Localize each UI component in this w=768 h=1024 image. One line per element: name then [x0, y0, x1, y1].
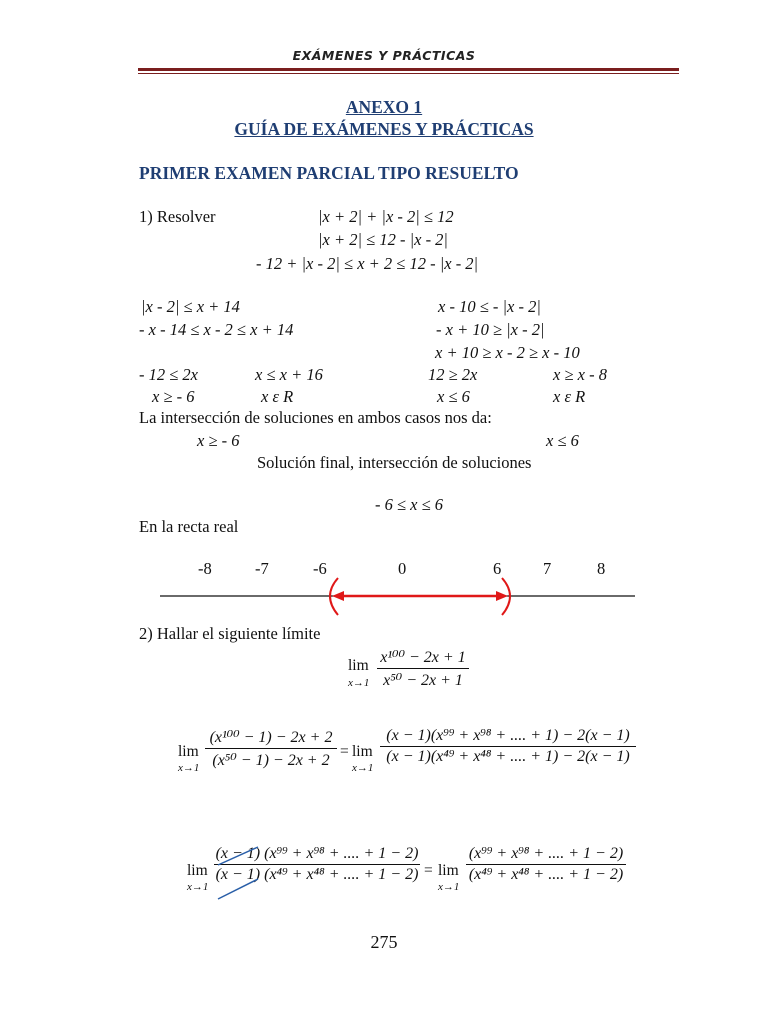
- remaining-factor: (x⁹⁹ + x⁹⁸ + .... + 1 − 2): [264, 845, 419, 862]
- tick-label: -6: [313, 559, 327, 578]
- left-case-line-3a: - 12 ≤ 2x: [139, 365, 198, 384]
- fraction-2: [380, 727, 636, 766]
- tick-label: 8: [597, 559, 606, 578]
- fraction-bar: [466, 864, 626, 865]
- right-case-line-4b: x ≥ x - 8: [553, 365, 607, 384]
- equation-3: - 12 + |x - 2| ≤ x + 2 ≤ 12 - |x - 2|: [256, 254, 479, 273]
- lim-operator: lim: [352, 743, 373, 760]
- fraction-0-denominator: x⁵⁰ − 2x + 1: [383, 672, 463, 689]
- fraction-2-denominator: (x − 1)(x⁴⁹ + x⁴⁸ + .... + 1) − 2(x − 1): [386, 748, 630, 765]
- result-left: x ≥ - 6: [197, 431, 240, 450]
- fraction-bar: [205, 748, 337, 749]
- running-header: EXÁMENES Y PRÁCTICAS: [292, 48, 476, 63]
- cancel-stroke-bottom: [218, 879, 258, 899]
- real-line-text: En la recta real: [139, 517, 239, 536]
- problem-1-label: 1) Resolver: [139, 207, 216, 226]
- right-case-line-2: - x + 10 ≥ |x - 2|: [436, 320, 545, 339]
- cancelled-factor: (x − 1): [215, 845, 261, 862]
- fraction-0-numerator: x¹⁰⁰ − 2x + 1: [380, 649, 466, 666]
- tick-label: 7: [543, 559, 552, 578]
- right-case-line-1: x - 10 ≤ - |x - 2|: [438, 297, 541, 316]
- lim-subscript: x→1: [348, 677, 370, 689]
- problem-2-label: 2) Hallar el siguiente límite: [139, 624, 321, 643]
- cancel-stroke-top: [218, 847, 258, 865]
- number-line: [150, 575, 650, 625]
- result-right: x ≤ 6: [546, 431, 579, 450]
- final-solution-text: Solución final, intersección de soluciones: [257, 453, 532, 472]
- fraction-1-numerator: (x¹⁰⁰ − 1) − 2x + 2: [209, 729, 333, 746]
- page-number: 275: [370, 932, 398, 952]
- section-title: PRIMER EXAMEN PARCIAL TIPO RESUELTO: [139, 163, 519, 183]
- left-case-line-2: - x - 14 ≤ x - 2 ≤ x + 14: [139, 320, 294, 339]
- equals-sign: =: [340, 743, 349, 760]
- equation-1: |x + 2| + |x - 2| ≤ 12: [318, 207, 454, 226]
- fraction-1-denominator: (x⁵⁰ − 1) − 2x + 2: [212, 752, 330, 769]
- intersection-text: La intersección de soluciones en ambos casos nos da:: [139, 408, 492, 427]
- tick-label: 6: [493, 559, 502, 578]
- fraction-4-denominator: (x⁴⁹ + x⁴⁸ + .... + 1 − 2): [468, 866, 624, 883]
- annex-title: GUÍA DE EXÁMENES Y PRÁCTICAS: [234, 119, 534, 139]
- cancelled-factor: (x − 1): [215, 866, 261, 883]
- fraction-1: [205, 727, 337, 770]
- left-case-line-3b: x ≤ x + 16: [255, 365, 323, 384]
- lim-subscript: x→1: [178, 762, 200, 774]
- left-case-line-4a: x ≥ - 6: [152, 387, 195, 406]
- header-rule-thin: [138, 73, 679, 74]
- left-case-line-1: |x - 2| ≤ x + 14: [141, 297, 240, 316]
- left-case-line-4b: x ε R: [261, 387, 294, 406]
- equation-2: |x + 2| ≤ 12 - |x - 2|: [318, 230, 448, 249]
- annex-number: ANEXO 1: [345, 97, 423, 117]
- lim-subscript: x→1: [187, 881, 209, 893]
- lim-operator: lim: [348, 657, 369, 674]
- fraction-0: [377, 647, 469, 690]
- fraction-4-numerator: (x⁹⁹ + x⁹⁸ + .... + 1 − 2): [468, 845, 624, 862]
- right-case-line-5a: x ≤ 6: [437, 387, 470, 406]
- header-rule-thick: [138, 68, 679, 71]
- lim-operator: lim: [178, 743, 199, 760]
- right-case-line-3: x + 10 ≥ x - 2 ≥ x - 10: [435, 343, 580, 362]
- lim-subscript: x→1: [438, 881, 460, 893]
- tick-label: -8: [198, 559, 212, 578]
- equals-sign: =: [424, 862, 433, 879]
- final-solution: - 6 ≤ x ≤ 6: [375, 495, 444, 514]
- arrow-right: [496, 591, 508, 601]
- tick-label: -7: [255, 559, 269, 578]
- lim-subscript: x→1: [352, 762, 374, 774]
- right-case-line-5b: x ε R: [553, 387, 586, 406]
- fraction-bar: [377, 668, 469, 669]
- fraction-4: [466, 845, 626, 884]
- arrow-left: [332, 591, 344, 601]
- right-case-line-4a: 12 ≥ 2x: [428, 365, 478, 384]
- fraction-2-numerator: (x − 1)(x⁹⁹ + x⁹⁸ + .... + 1) − 2(x − 1): [386, 727, 630, 744]
- remaining-factor: (x⁴⁹ + x⁴⁸ + .... + 1 − 2): [264, 866, 419, 883]
- fraction-bar: [380, 746, 636, 747]
- cancel-strokes: [214, 843, 264, 903]
- tick-label: 0: [398, 559, 407, 578]
- lim-operator: lim: [438, 862, 459, 879]
- lim-operator: lim: [187, 862, 208, 879]
